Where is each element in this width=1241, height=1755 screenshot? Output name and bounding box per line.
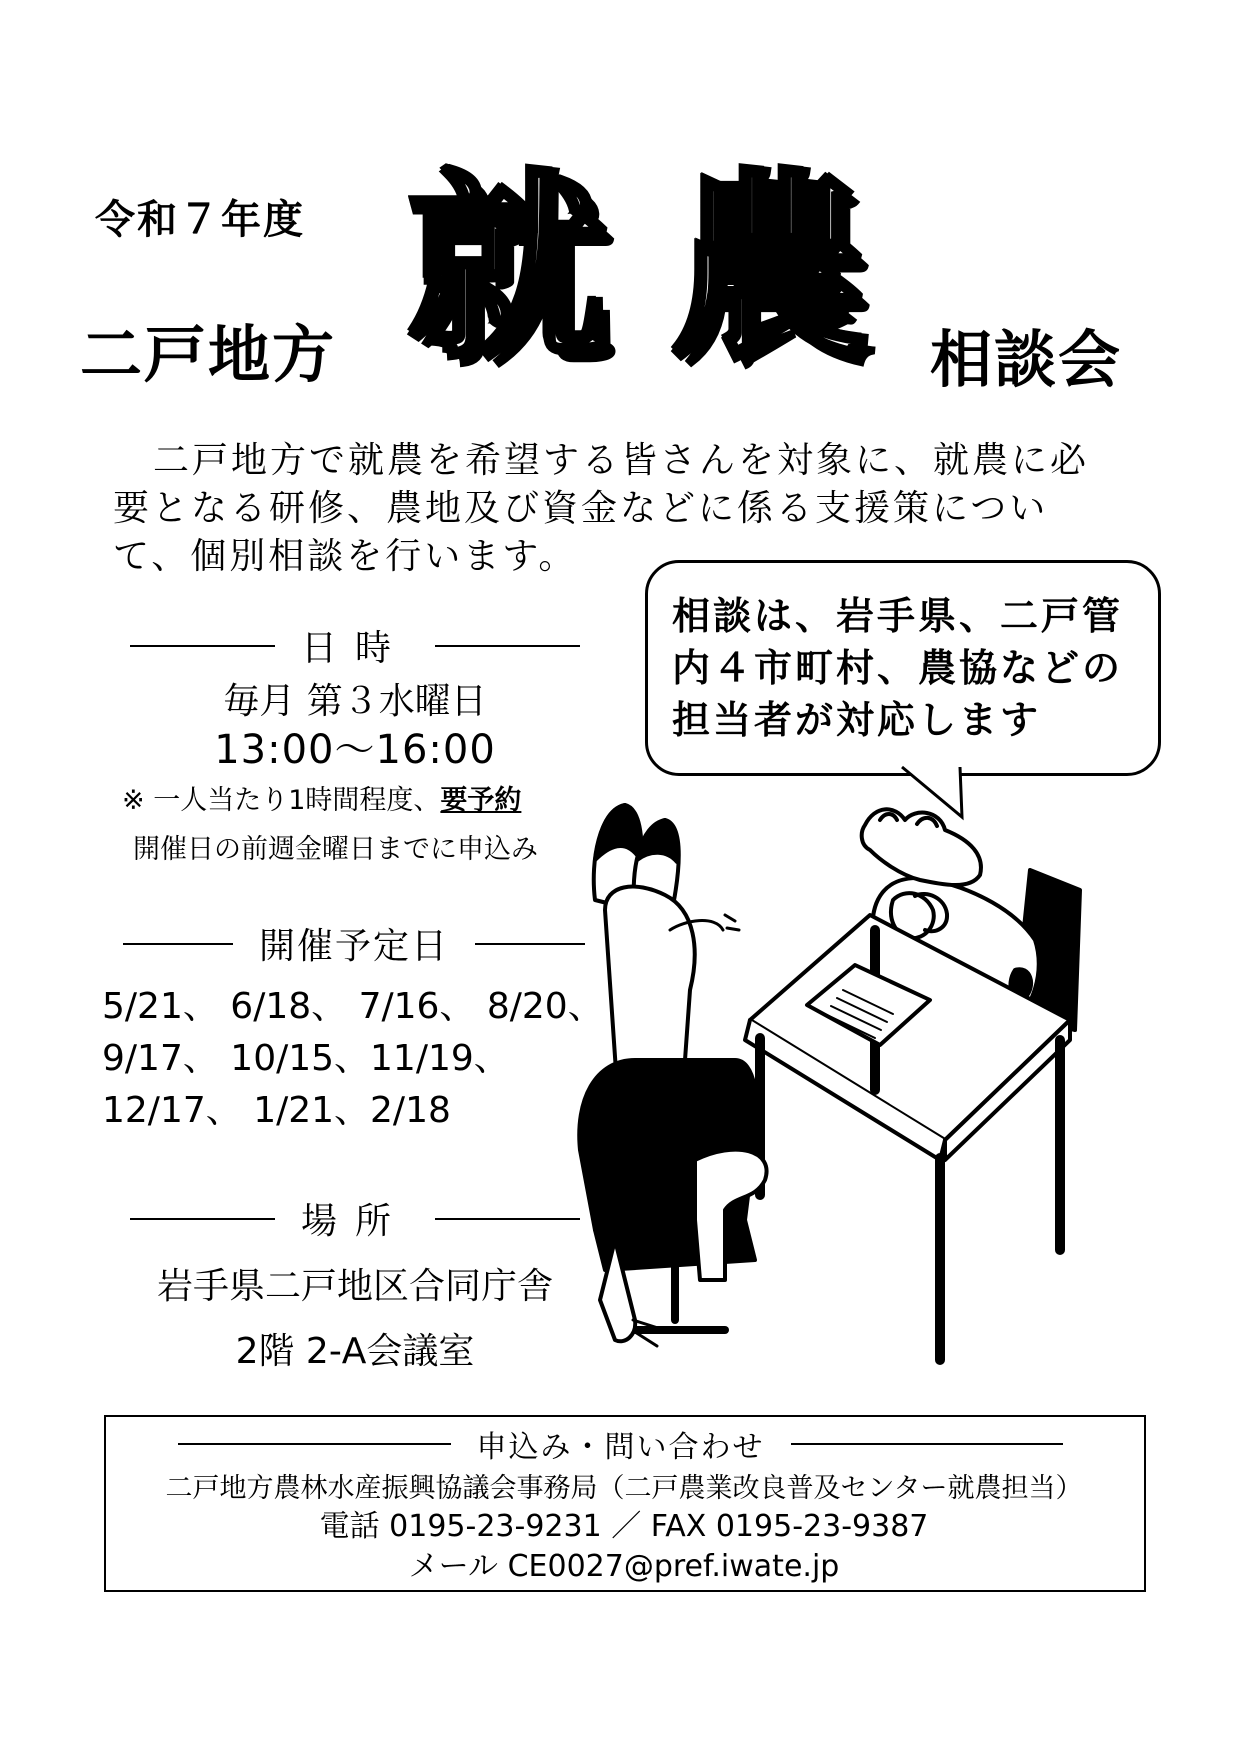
divider [130, 1218, 275, 1220]
region-title: 二戸地方 [80, 318, 337, 391]
title-suffix: 相談会 [930, 323, 1123, 396]
speech-bubble-text [672, 590, 1142, 746]
contact-email: メール CE0027@pref.iwate.jp [408, 1549, 840, 1584]
contact-phone-fax: 電話 0195-23-9231 ／ FAX 0195-23-9387 [319, 1509, 929, 1544]
schedule-deadline: 開催日の前週金曜日までに申込み [133, 834, 538, 865]
bubble-line-3: 担当者が対応します [672, 698, 1042, 742]
dates-heading [123, 918, 585, 969]
schedule-note [122, 778, 521, 817]
schedule-note-text: ※ 一人当たり1時間程度、 [122, 785, 441, 816]
intro-text: 二戸地方で就農を希望する皆さんを対象に、就農に必要となる研修、農地及び資金などに係る支援策について、個別相談を行います。 [113, 440, 1090, 577]
reservation-required: 要予約 [440, 785, 522, 816]
divider [435, 1218, 580, 1220]
dates-line-3: 12/17、 1/21、2/18 [102, 1090, 451, 1131]
title-kanji-shu: 就 [408, 153, 609, 386]
place-room: 2階 2-A会議室 [235, 1331, 475, 1372]
divider [123, 943, 233, 945]
bubble-line-1: 相談は、岩手県、二戸管 [672, 594, 1124, 638]
bubble-line-2: 内４市町村、農協などの [672, 646, 1124, 690]
schedule-time: 13:00～16:00 [214, 727, 496, 773]
schedule-heading [130, 620, 580, 671]
divider [130, 645, 275, 647]
contact-organization: 二戸地方農林水産振興協議会事務局（二戸農業改良普及センター就農担当） [165, 1473, 1083, 1504]
schedule-day: 毎月 第３水曜日 [223, 681, 487, 722]
divider [791, 1443, 1064, 1445]
divider [435, 645, 580, 647]
dates-line-2: 9/17、 10/15、11/19、 [102, 1038, 510, 1079]
contact-heading [178, 1422, 1063, 1466]
schedule-heading-label: 日時 [301, 628, 410, 669]
divider [178, 1443, 451, 1445]
consultation-illustration [575, 800, 1175, 1380]
contact-heading-label: 申込み・問い合わせ [476, 1430, 765, 1465]
dates-heading-label: 開催予定日 [259, 926, 450, 967]
place-heading [130, 1193, 580, 1244]
dates-line-1: 5/21、 6/18、 7/16、 8/20、 [102, 986, 604, 1027]
fiscal-year: 令和７年度 [95, 197, 305, 243]
divider [475, 943, 585, 945]
title-kanji-nou: 農 [670, 153, 871, 386]
place-building: 岩手県二戸地区合同庁舎 [156, 1266, 553, 1307]
place-heading-label: 場所 [301, 1201, 410, 1242]
